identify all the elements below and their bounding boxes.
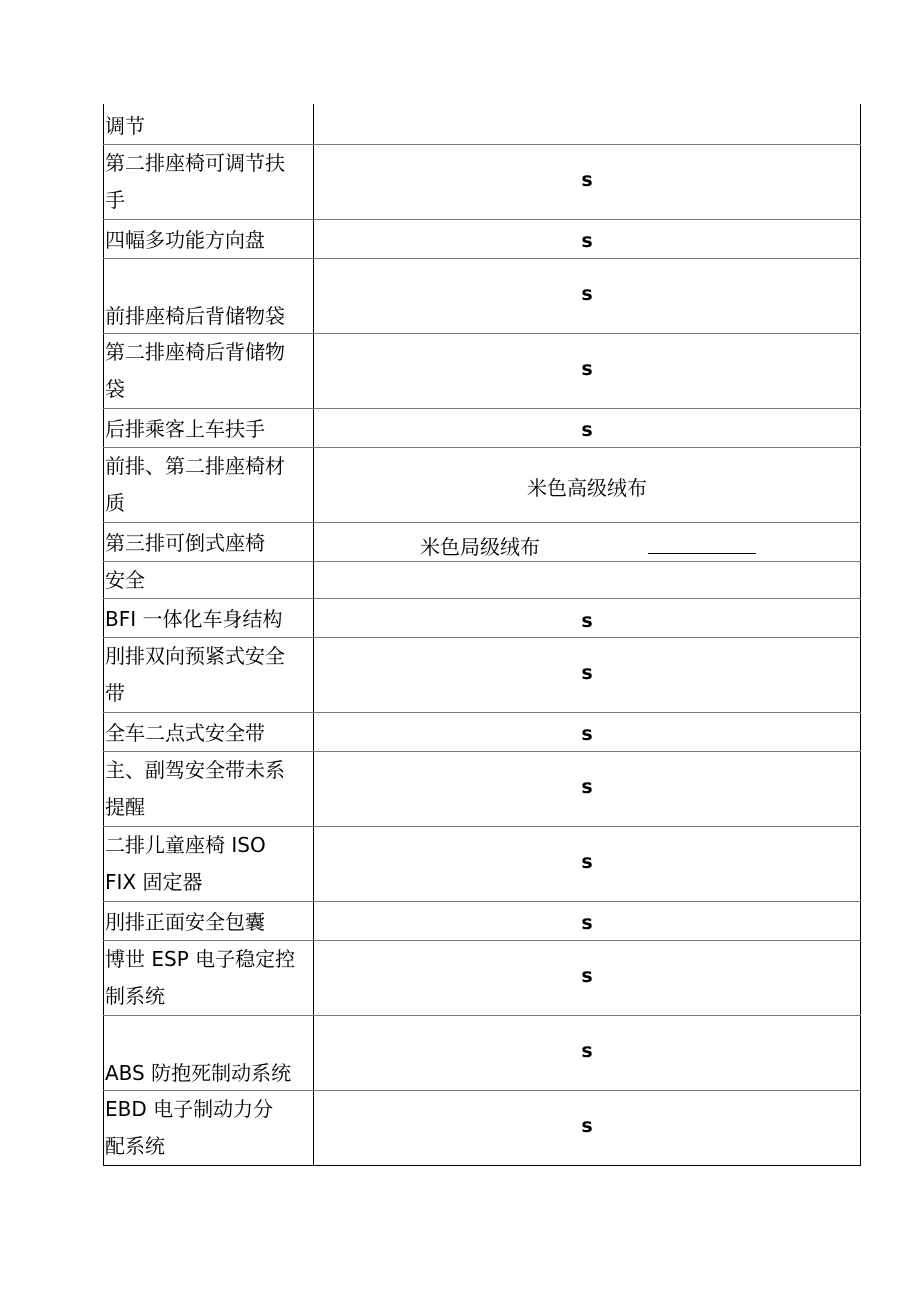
item-name: EBD 电子制动力分 <box>105 1097 274 1121</box>
table-row <box>104 409 861 448</box>
item-name-cell <box>104 448 314 523</box>
item-name: 第三排可倒式座椅 <box>105 531 265 555</box>
item-name: 二排儿童座椅 ISO <box>105 833 266 857</box>
table-row <box>104 259 861 334</box>
item-value: s <box>581 662 593 684</box>
item-name-cell <box>104 1091 314 1166</box>
table-row <box>104 220 861 259</box>
item-name-cell <box>104 145 314 220</box>
item-value-cell <box>314 902 861 941</box>
item-name: 主、副驾安全带未系 <box>105 758 285 782</box>
item-name-cell <box>104 713 314 752</box>
item-value-cell <box>314 713 861 752</box>
item-value: s <box>581 358 593 380</box>
table-row <box>104 902 861 941</box>
table-row <box>104 145 861 220</box>
item-value-cell <box>314 259 861 334</box>
table-row <box>104 562 861 599</box>
table-row <box>104 523 861 562</box>
item-name-cont: 提醒 <box>105 795 145 819</box>
item-name-cont: FIX 固定器 <box>105 870 203 894</box>
item-value: s <box>581 1115 593 1137</box>
section-heading: 安全 <box>105 568 145 592</box>
item-name-cont: 配系统 <box>105 1134 165 1158</box>
item-value: 米色局级绒布 <box>420 535 540 559</box>
item-value-cell <box>314 448 861 523</box>
item-name-cont: 制系统 <box>105 984 165 1008</box>
item-value-cell <box>314 827 861 902</box>
item-value-cell <box>314 409 861 448</box>
item-name-cell <box>104 599 314 638</box>
table-row <box>104 1091 861 1166</box>
item-name: 后排乘客上车扶手 <box>105 417 265 441</box>
item-name-cell <box>104 409 314 448</box>
item-value: s <box>581 1040 593 1062</box>
item-name: 第二排座椅可调节扶 <box>105 151 285 175</box>
item-name-cell <box>104 1016 314 1091</box>
item-name-cell <box>104 902 314 941</box>
item-value-cell <box>314 941 861 1016</box>
item-value: s <box>581 283 593 305</box>
item-value: s <box>581 776 593 798</box>
item-value: s <box>581 610 593 632</box>
item-name-cont: 质 <box>105 491 125 515</box>
item-value-cell <box>314 334 861 409</box>
item-name-cell <box>104 752 314 827</box>
item-name: 前排、第二排座椅材 <box>105 454 285 478</box>
item-name-cont: 袋 <box>105 377 125 401</box>
item-value-cell <box>314 752 861 827</box>
table-row <box>104 638 861 713</box>
item-value: 米色高级绒布 <box>527 476 647 500</box>
blank-underline <box>648 553 756 554</box>
table-row <box>104 104 861 145</box>
item-value-cell <box>314 638 861 713</box>
table-row <box>104 713 861 752</box>
item-name-cell <box>104 638 314 713</box>
item-name-cell <box>104 827 314 902</box>
table-row <box>104 599 861 638</box>
item-value-cell <box>314 1016 861 1091</box>
item-value: s <box>581 723 593 745</box>
item-value-cell <box>314 220 861 259</box>
item-value-cell <box>314 599 861 638</box>
item-value-cell <box>314 145 861 220</box>
item-name: 调节 <box>105 114 145 138</box>
item-value-cell <box>314 523 861 562</box>
table-row <box>104 827 861 902</box>
item-value-cell <box>314 562 861 599</box>
item-name-cell <box>104 523 314 562</box>
item-name: BFI 一体化车身结构 <box>105 607 283 631</box>
item-value-cell <box>314 104 861 145</box>
item-value: s <box>581 230 593 252</box>
item-name: ABS 防抱死制动系统 <box>105 1061 292 1085</box>
item-value: s <box>581 169 593 191</box>
item-value-cell <box>314 1091 861 1166</box>
item-name-cell <box>104 259 314 334</box>
table-row <box>104 752 861 827</box>
item-name-cell <box>104 334 314 409</box>
item-name-cont: 带 <box>105 681 125 705</box>
item-name: 前排座椅后背储物袋 <box>105 304 285 328</box>
item-name-cell <box>104 104 314 145</box>
item-name-cell <box>104 941 314 1016</box>
table-row <box>104 448 861 523</box>
table-row <box>104 941 861 1016</box>
item-name: 第二排座椅后背储物 <box>105 340 285 364</box>
item-name-cell <box>104 220 314 259</box>
item-value: s <box>581 912 593 934</box>
item-value: s <box>581 419 593 441</box>
item-name-cont: 手 <box>105 188 125 212</box>
table-row <box>104 1016 861 1091</box>
item-name-cell <box>104 562 314 599</box>
item-name: 博世 ESP 电子稳定控 <box>105 947 296 971</box>
item-name: 刖排双向预紧式安全 <box>105 644 285 668</box>
item-name: 四幅多功能方向盘 <box>105 228 265 252</box>
item-value: s <box>581 851 593 873</box>
spec-table <box>103 104 861 1166</box>
item-name: 刖排正面安全包囊 <box>105 910 265 934</box>
table-row <box>104 334 861 409</box>
item-value: s <box>581 965 593 987</box>
item-name: 全车二点式安全带 <box>105 721 265 745</box>
